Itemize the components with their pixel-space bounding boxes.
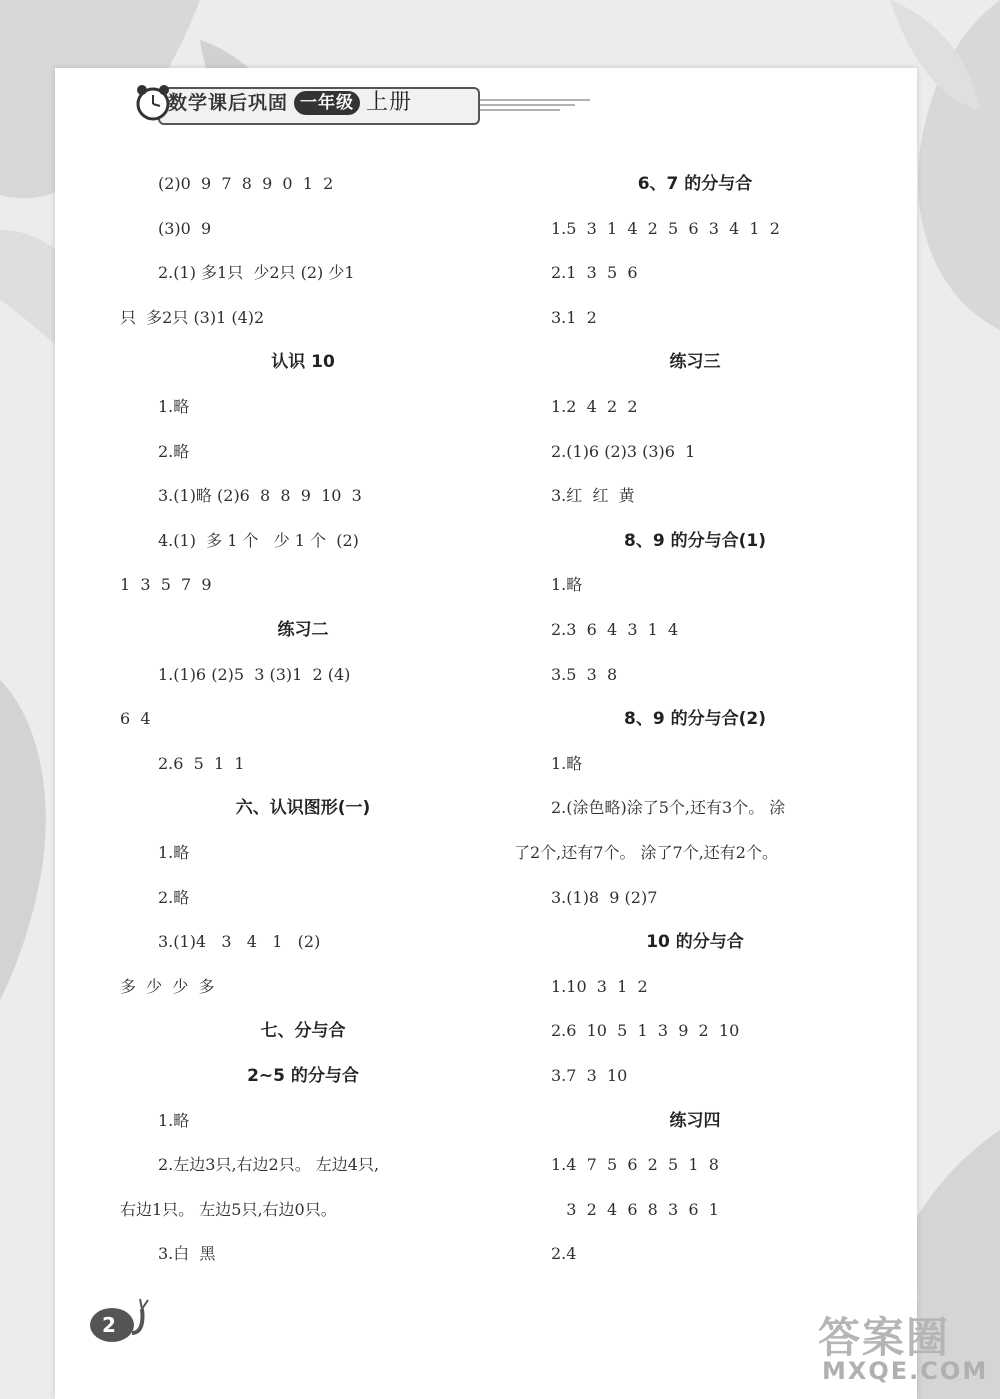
answer-line: 1.略 bbox=[158, 1111, 190, 1130]
header-decorative-lines bbox=[480, 96, 590, 116]
section-heading: 6、7 的分与合 bbox=[637, 174, 753, 194]
answer-line: 1.(1)6 (2)5 3 (3)1 2 (4) bbox=[158, 665, 351, 684]
page-number: 2 bbox=[102, 1313, 116, 1337]
answer-line: 1.略 bbox=[158, 397, 190, 416]
answer-line: 3.(1)4 3 4 1 (2) bbox=[158, 932, 321, 951]
background-leaves-left bbox=[0, 680, 60, 1000]
answer-line: 2.6 5 1 1 bbox=[158, 754, 245, 773]
watermark-url: MXQE.COM bbox=[822, 1357, 989, 1385]
book-header bbox=[110, 52, 590, 124]
answer-line: 2.略 bbox=[158, 888, 190, 907]
answer-line: 2.3 6 4 3 1 4 bbox=[551, 620, 679, 639]
section-heading: 七、分与合 bbox=[260, 1021, 346, 1041]
answer-line: 2.略 bbox=[158, 442, 190, 461]
answer-line: 3 2 4 6 8 3 6 1 bbox=[551, 1200, 719, 1219]
alarm-clock-icon bbox=[134, 82, 172, 122]
answer-line: 3.1 2 bbox=[551, 308, 597, 327]
answer-line: 2.6 10 5 1 3 9 2 10 bbox=[551, 1021, 740, 1040]
answer-line: 1.略 bbox=[551, 754, 583, 773]
answer-line: 了2个,还有7个。 涂了7个,还有2个。 bbox=[514, 843, 778, 862]
answer-line: 只 多2只 (3)1 (4)2 bbox=[120, 308, 265, 327]
book-title bbox=[168, 88, 412, 118]
answer-line: 3.(1)8 9 (2)7 bbox=[551, 888, 658, 907]
section-heading: 练习三 bbox=[669, 352, 721, 372]
answer-line: 6 4 bbox=[120, 709, 151, 728]
answer-line: 3.7 3 10 bbox=[551, 1066, 628, 1085]
answer-line: 3.(1)略 (2)6 8 8 9 10 3 bbox=[158, 486, 362, 505]
answer-line: 1.5 3 1 4 2 5 6 3 4 1 2 bbox=[551, 219, 780, 238]
grade-badge: 一年级 bbox=[294, 91, 360, 115]
answer-line: 1.10 3 1 2 bbox=[551, 977, 648, 996]
section-heading: 2~5 的分与合 bbox=[247, 1066, 359, 1086]
subject-title: 数学课后巩固 bbox=[168, 92, 289, 114]
answer-line: 1.2 4 2 2 bbox=[551, 397, 638, 416]
answer-line: 1.略 bbox=[158, 843, 190, 862]
section-heading: 8、9 的分与合(2) bbox=[624, 709, 766, 729]
watermark-logo-text: 答案圈 bbox=[818, 1313, 951, 1362]
answer-line: 4.(1) 多 1 个 少 1 个 (2) bbox=[158, 531, 359, 550]
section-heading: 六、认识图形(一) bbox=[235, 798, 371, 818]
edition-label: 上册 bbox=[366, 90, 413, 115]
watermark bbox=[810, 1305, 990, 1395]
snail-icon bbox=[88, 1295, 158, 1345]
answer-line: 多 少 少 多 bbox=[120, 977, 215, 996]
answer-line: 2.(1)6 (2)3 (3)6 1 bbox=[551, 442, 696, 461]
section-heading: 8、9 的分与合(1) bbox=[624, 531, 766, 551]
answer-line: 1.略 bbox=[551, 575, 583, 594]
answer-line: 3.白 黑 bbox=[158, 1244, 216, 1263]
answer-line: 2.(1) 多1只 少2只 (2) 少1 bbox=[158, 263, 355, 282]
answer-line: 2.左边3只,右边2只。 左边4只, bbox=[158, 1155, 380, 1174]
answer-line: 2.4 bbox=[551, 1244, 577, 1263]
answer-line: 1.4 7 5 6 2 5 1 8 bbox=[551, 1155, 719, 1174]
answer-line: 2.(涂色略)涂了5个,还有3个。 涂 bbox=[551, 798, 786, 817]
section-heading: 10 的分与合 bbox=[646, 932, 744, 952]
answer-line: (3)0 9 bbox=[158, 219, 212, 238]
answer-line: 2.1 3 5 6 bbox=[551, 263, 638, 282]
page-number-badge bbox=[92, 1305, 142, 1345]
answer-line: (2)0 9 7 8 9 0 1 2 bbox=[158, 174, 334, 193]
answer-line: 1 3 5 7 9 bbox=[120, 575, 212, 594]
answer-line: 3.5 3 8 bbox=[551, 665, 618, 684]
answer-line: 右边1只。 左边5只,右边0只。 bbox=[120, 1200, 337, 1219]
section-heading: 认识 10 bbox=[271, 352, 335, 372]
section-heading: 练习二 bbox=[277, 620, 329, 640]
section-heading: 练习四 bbox=[669, 1111, 721, 1131]
answer-line: 3.红 红 黄 bbox=[551, 486, 635, 505]
